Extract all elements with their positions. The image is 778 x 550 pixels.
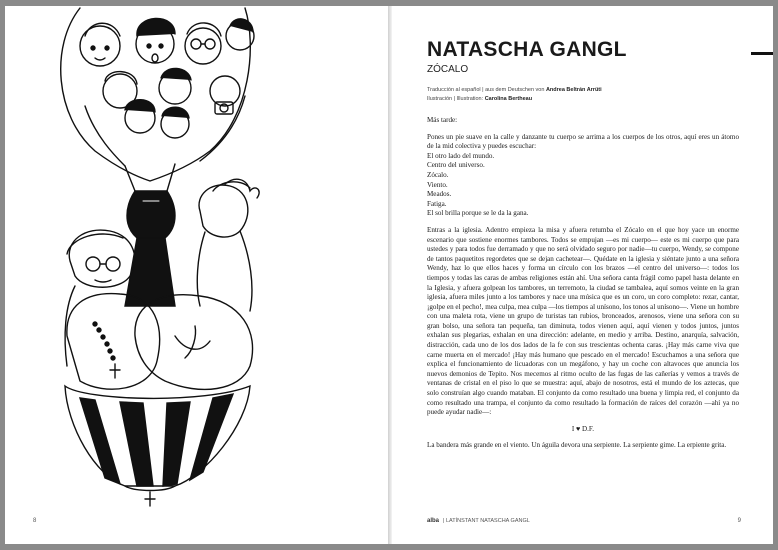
translator-name: Andrea Beltrán Arrüti xyxy=(545,87,602,93)
page-footer xyxy=(427,518,530,524)
translation-label: Traducción al español | aus dem Deutschen von xyxy=(427,87,545,93)
verse-line: Viento. xyxy=(427,180,448,189)
publisher-logo: alba xyxy=(427,518,440,524)
author-heading: NATASCHA GANGL xyxy=(427,38,627,61)
intro-line: Más tarde: xyxy=(427,116,458,124)
section-mark xyxy=(751,52,773,55)
left-page xyxy=(5,6,388,544)
closing-paragraph: La bandera más grande en el viento. Un águila devora una serpiente. La serpiente gime. La erpiente grita. xyxy=(427,441,727,450)
illustration-credit xyxy=(427,95,602,104)
verse-line: Centro del universo. xyxy=(427,161,485,170)
verse-line: El sol brilla porque se le da la gana. xyxy=(427,209,529,218)
sign-line: I ♥ D.F. xyxy=(571,424,595,433)
verse-line: Zócalo. xyxy=(427,170,449,179)
story-body xyxy=(427,116,739,458)
book-spread xyxy=(5,6,773,544)
verse-lead: Pones un pie suave en la calle y danzante tu cuerpo se arrima a los cuerpos de los otros, aquí eres un átomo de la mid colectiva y puedes escuchar: xyxy=(427,132,739,151)
story-title: ZÓCALO xyxy=(427,64,469,75)
illustrator-name: Carolina Bertheau xyxy=(484,96,533,102)
verse-line: Meados. xyxy=(427,190,452,199)
verse-block xyxy=(427,133,739,219)
illustration-label: Ilustración | Illustration: xyxy=(427,96,484,102)
footer-text: | LATÍNSTANT NATASCHA GANGL xyxy=(443,518,530,524)
credits-block xyxy=(427,86,602,104)
ink-illustration xyxy=(25,6,275,516)
translation-credit xyxy=(427,86,602,95)
verse-line: El otro lado del mundo. xyxy=(427,151,495,160)
page-number-right: 9 xyxy=(737,518,741,524)
main-paragraph: Entras a la iglesia. Adentro empieza la misa y afuera retumba el Zócalo en el que hoy yace un enorme escenario que sostiene enormes tambores. Todos se empujan —es mi cuerpo— este es mi cuerpo que para ustedes y para todos fue derramado y que no será olvidado seguro por nadie—tu cuerpo, Wendy, se compone de tantos paquetitos regordetes que se dejan cachetear—. Quédate en la iglesia y siéntate junto a una señora Wendy, haz lo que ellos haces y forma un círculo con los brazos —el centro del universo—: todos los tiempos y todas las caras de ambas religiones están ahí. Una señora canta frágil como papel hasta delante en la Iglesia, y afuera golpean los tambores, un terremoto, la ciudad se tambalea, aquí somos veinte en la gran iglesia, afuera miles junto a los tambores y nace una música que es un coro, un coro completo: rezar, cantar, ¡golpe en el pecho!, mea culpa, mea culpa —los tiempos al unísono, los tonos al unísono—. Viene un hombre con una maleta rota, viene un grupo de turistas tan rubios, bronceados, arenosos, viene una señora con su gran bolso, una señora tan pequeña, tan diminuta, todos vienen aquí, aquí vienen y todos juntos, juntos exhalan sus plegarias, exhalan en una dirección: adelante, en medio y arriba. Destino, anarquía, salvación, distracción, cada uno de los dos lados de la fe con sus trescientas ochenta caras. ¡Hay más carne viva que carne muerta en el mercado! ¡Hay más humano que pescado en el mercado! Escuchamos a una señora que explica el funcionamiento de licuadoras con un megáfono, y hay un coche con altavoces que anuncia los nuevos demonios de Tepito. Nos mecemos al ritmo oculto de las fugas de las cañerías y vemos a través de ventanas de cristal en el piso lo que se muestra: aquí, abajo de nosotros, está el mundo de los aztecas, que solo construían algo cuando mataban. El conjunto da como resultado una buena y limpia red, el conjunto da como resultado una trampa, el conjunto da como resultado la formación de raíces del corazón —ahí ya no puede ayudar nadie—: xyxy=(427,225,739,417)
verse-line: Fatiga. xyxy=(427,199,447,208)
right-page xyxy=(392,6,773,544)
page-number-left: 8 xyxy=(33,518,37,524)
